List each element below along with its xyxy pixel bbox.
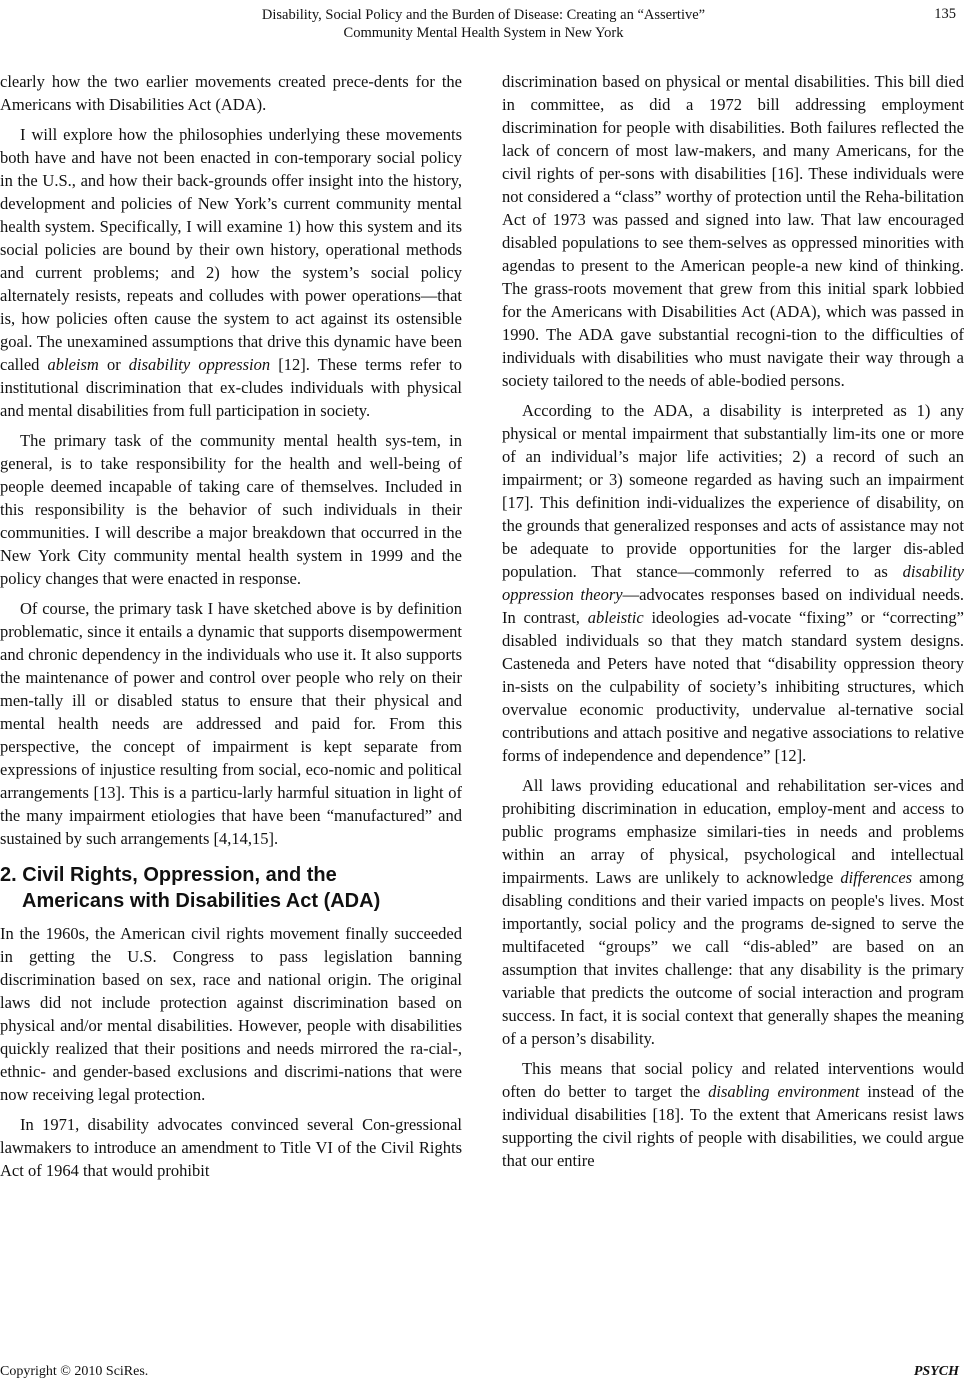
paragraph [502, 1057, 964, 1172]
text-run: All laws providing educational and rehabilitation ser-vices and prohibiting discrimination in education, employ-ment and access to public programs emphasize similari-ties in needs and problems within an array of physical, psychological and intellectual impairments. Laws are unlikely to acknowledge [502, 776, 964, 887]
emphasis: ableistic [587, 608, 644, 627]
paragraph [502, 399, 964, 767]
emphasis: ableism [47, 355, 99, 374]
left-column [0, 70, 462, 1182]
copyright-notice: Copyright © 2010 SciRes. [0, 1364, 149, 1379]
section-title-line-2: Americans with Disabilities Act (ADA) [22, 890, 381, 912]
text-run: This means that social policy and related interventions would often do better to target the [502, 1059, 964, 1101]
paragraph: Of course, the primary task I have sketched above is by definition problematic, since it entails a dynamic that supports disempowerment and chronic dependency in the individuals who use it. It also supports the maintenance of power and control over people who rely on their men-tally ill or disabled status to ensure that their physical and mental health needs are addressed and paid for. From this perspective, the concept of impairment is kept separate from expressions of injustice resulting from social, eco-nomic and political arrangements [13]. This is a particu-larly harmful situation in light of the many impairment etiologies that have been “manufactured” and sustained by such arrangements [4,14,15]. [0, 599, 462, 848]
right-column [502, 70, 964, 1172]
text-run: among disabling conditions and their varied impacts on people's lives. Most importantly, social policy and the programs de-signed to serve the multifaceted “groups” we call “dis-abled” are based on an assumption that invites challenge: that any disability is the primary variable that predicts the outcome of social interaction and program success. In fact, it is social context that generally shapes the meaning of a person’s disability. [502, 868, 964, 1048]
paragraph [0, 123, 462, 422]
paragraph [502, 774, 964, 1050]
paragraph: In the 1960s, the American civil rights movement finally succeeded in getting the U.S. Congress to pass legislation banning discrimination based on sex, race and national origin. The original laws did not include protection against discrimination based on physical and/or mental disabilities. However, people with disabilities quickly realized that their positions and needs mirrored the ra-cial-, ethnic- and gender-based exclusions and discrimi-nations that were now receiving legal protection. [0, 924, 462, 1104]
text-run: According to the ADA, a disability is interpreted as 1) any physical or mental impairment that substantially lim-its one or more of an individual’s major life activities; 2) a record of such an impairment; or 3) someone regarded as having such an impairment [17]. This definition indi-vidualizes the experience of disability, on the grounds that generalized responses and acts of assistance may not be adequate to provide opportunities for the larger dis-abled population. That stance—commonly referred to as [502, 401, 964, 581]
text-run: [12]. These terms refer to institutional discrimination that ex-cludes individuals with physical and mental disabilities from full participation in society. [0, 355, 462, 420]
paragraph: discrimination based on physical or mental disabilities. This bill died in committee, as did a 1972 bill addressing employment discrimination for people with disabilities. Both failures reflected the lack of concern of most law-makers, and many Americans, for the civil rights of per-sons with disabilities [16]. These individuals were not considered a “class” worthy of protection until the Reha-bilitation Act of 1973 was passed and signed into law. That law encouraged disabled populations to see them-selves as oppressed minorities with agendas to present to the American people-a new kind of thinking. The grass-roots movement that grew from this initial spark lobbied for the Americans with Disabilities Act (ADA), which was passed in 1990. The ADA gave substantial recogni-tion to the difficulties of individuals with disabilities who must navigate their way through a society tailored to the needs of able-bodied persons. [502, 72, 964, 390]
paragraph: clearly how the two earlier movements created prece-dents for the Americans with Disabilities Act (ADA). [0, 72, 462, 114]
emphasis: differences [840, 868, 913, 887]
text-run: or [98, 355, 129, 374]
emphasis: disability oppression theory [502, 562, 964, 604]
section-number: 2. [0, 864, 17, 886]
page-number: 135 [934, 6, 956, 22]
section-heading [0, 862, 462, 914]
text-run: I will explore how the philosophies underlying these movements both have and have not been enacted in con-temporary social policy in the U.S., and how their back-grounds offer insight into the history, development and policies of New York’s current community mental health system. Specifically, I will examine 1) how this system and its social policies are bound by their own history, operational methods and current problems; and 2) how the system’s social policy alternately resists, repeats and colludes with power operations—that is, how policies often cause the system to act against its ostensible goal. The unexamined assumptions that drive this dynamic have been called [0, 125, 462, 374]
text-run: instead of the individual disabilities [18]. To the extent that Americans resist laws supporting the civil rights of people with disabilities, we could argue that our entire [502, 1082, 964, 1170]
emphasis: disabling environment [708, 1082, 860, 1101]
emphasis: disability oppression [128, 355, 271, 374]
running-title-line-2: Community Mental Health System in New York [343, 25, 624, 41]
journal-name: PSYCH [913, 1364, 959, 1379]
section-title-line-1: Civil Rights, Oppression, and the [22, 864, 337, 886]
running-header [0, 6, 967, 42]
paragraph: The primary task of the community mental health sys-tem, in general, is to take responsibility for the health and well-being of people deemed incapable of taking care of themselves. Included in this responsibility is the behavior of such individuals in their communities. I will describe a major breakdown that occurred in the New York City community mental health system in 1999 and the policy changes that were enacted in response. [0, 431, 462, 588]
running-title-line-1: Disability, Social Policy and the Burden of Disease: Creating an “Assertive” [261, 7, 706, 23]
paragraph: In 1971, disability advocates convinced several Con-gressional lawmakers to introduce an amendment to Title VI of the Civil Rights Act of 1964 that would prohibit [0, 1115, 462, 1180]
text-run: —advocates responses based on individual needs. In contrast, [502, 585, 964, 627]
text-run: ideologies ad-vocate “fixing” or “correcting” disabled individuals so that they match standard system designs. Casteneda and Peters have noted that “disability oppression theory in-sists on the culpability of society’s inhibiting structures, which overvalue economic productivity, undervalue al-ternative social contributions and attach positive and negative associations to relative forms of independence and dependence” [12]. [502, 608, 964, 765]
